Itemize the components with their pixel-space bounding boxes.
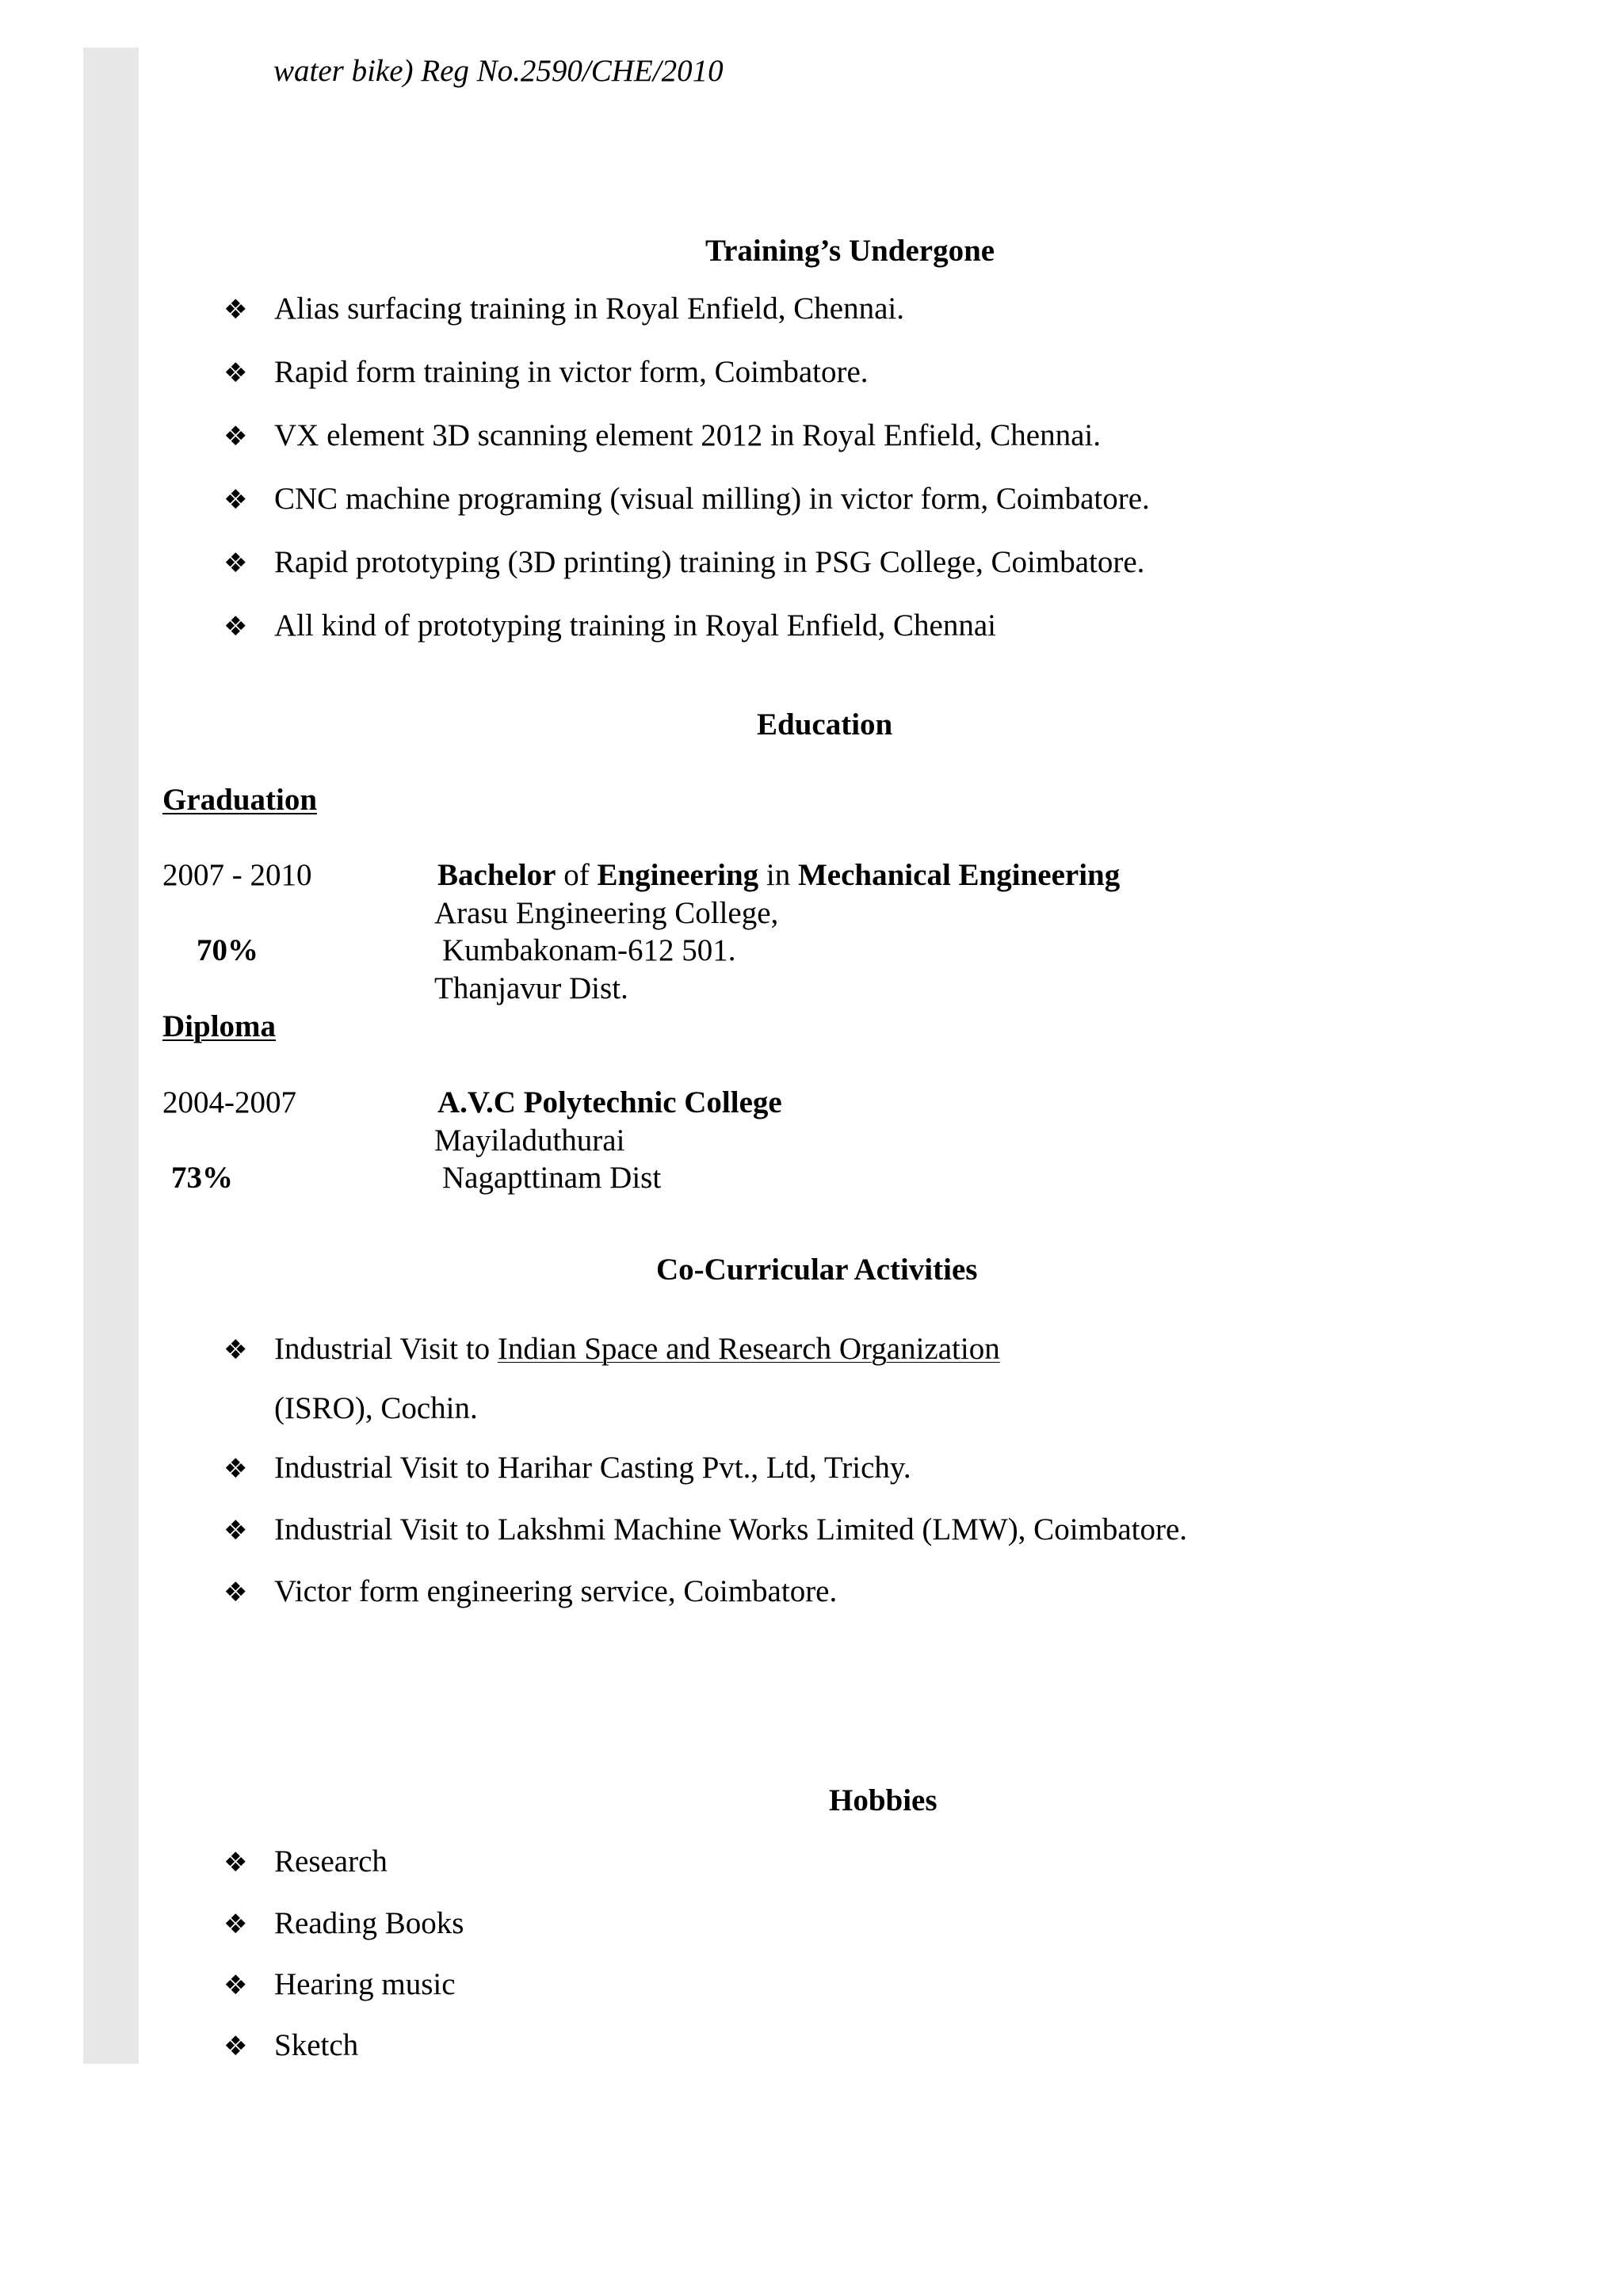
graduation-percent: 70%: [197, 933, 258, 967]
list-item: ❖ Reading Books: [223, 1906, 464, 1940]
list-item: ❖ CNC machine programing (visual milling) in victor form, Coimbatore.: [223, 482, 1150, 516]
bullet-icon: ❖: [223, 1334, 248, 1366]
bullet-icon: ❖: [223, 1577, 248, 1608]
bullet-icon: ❖: [223, 547, 248, 579]
trainings-heading: Training’s Undergone: [705, 234, 995, 268]
list-item: ❖ Rapid form training in victor form, Coimbatore.: [223, 355, 869, 389]
bullet-icon: ❖: [223, 294, 248, 326]
diploma-percent: 73%: [171, 1161, 233, 1195]
graduation-years: 2007 - 2010: [162, 858, 312, 892]
graduation-degree: Bachelor of Engineering in Mechanical Engineering: [437, 858, 1121, 892]
bullet-icon: ❖: [223, 484, 248, 516]
list-item: ❖ Hearing music: [223, 1967, 456, 2001]
diploma-years: 2004-2007: [162, 1085, 296, 1119]
bullet-icon: ❖: [223, 611, 248, 643]
bullet-icon: ❖: [223, 421, 248, 452]
hobbies-heading: Hobbies: [829, 1783, 938, 1817]
list-item: ❖ Research: [223, 1844, 388, 1878]
list-item: ❖ Rapid prototyping (3D printing) training in PSG College, Coimbatore.: [223, 545, 1145, 579]
list-item: ❖ VX element 3D scanning element 2012 in Royal Enfield, Chennai.: [223, 418, 1102, 452]
bullet-icon: ❖: [223, 2031, 248, 2062]
list-item: ❖ All kind of prototyping training in Royal Enfield, Chennai: [223, 608, 996, 643]
isro-link: Indian Space and Research Organization: [497, 1332, 1000, 1366]
list-item-continuation: (ISRO), Cochin.: [274, 1391, 478, 1425]
reg-number-line: water bike) Reg No.2590/CHE/2010: [273, 54, 724, 88]
bullet-icon: ❖: [223, 1847, 248, 1878]
diploma-college: A.V.C Polytechnic College: [437, 1085, 782, 1119]
list-item: ❖ Industrial Visit to Lakshmi Machine Works Limited (LMW), Coimbatore.: [223, 1512, 1188, 1547]
diploma-city: Mayiladuthurai: [434, 1123, 625, 1158]
cocurricular-heading: Co-Curricular Activities: [656, 1253, 978, 1287]
bullet-icon: ❖: [223, 357, 248, 389]
list-item: ❖ Industrial Visit to Harihar Casting Pvt., Ltd, Trichy.: [223, 1451, 911, 1485]
education-heading: Education: [757, 707, 893, 742]
bullet-icon: ❖: [223, 1515, 248, 1547]
bullet-icon: ❖: [223, 1909, 248, 1940]
list-item: ❖ Sketch: [223, 2028, 359, 2062]
list-item: ❖ Industrial Visit to Indian Space and Research Organization: [223, 1332, 1000, 1366]
list-item: ❖ Victor form engineering service, Coimbatore.: [223, 1574, 838, 1608]
bullet-icon: ❖: [223, 1970, 248, 2001]
graduation-district: Thanjavur Dist.: [434, 971, 628, 1005]
graduation-college: Arasu Engineering College,: [434, 896, 779, 930]
bullet-icon: ❖: [223, 1453, 248, 1485]
diploma-district: Nagapttinam Dist: [442, 1161, 662, 1195]
left-margin-bar: [83, 48, 139, 2064]
graduation-label: Graduation: [162, 783, 318, 817]
list-item: ❖ Alias surfacing training in Royal Enfield, Chennai.: [223, 292, 904, 326]
diploma-label: Diploma: [162, 1009, 277, 1043]
graduation-city: Kumbakonam-612 501.: [442, 933, 736, 967]
